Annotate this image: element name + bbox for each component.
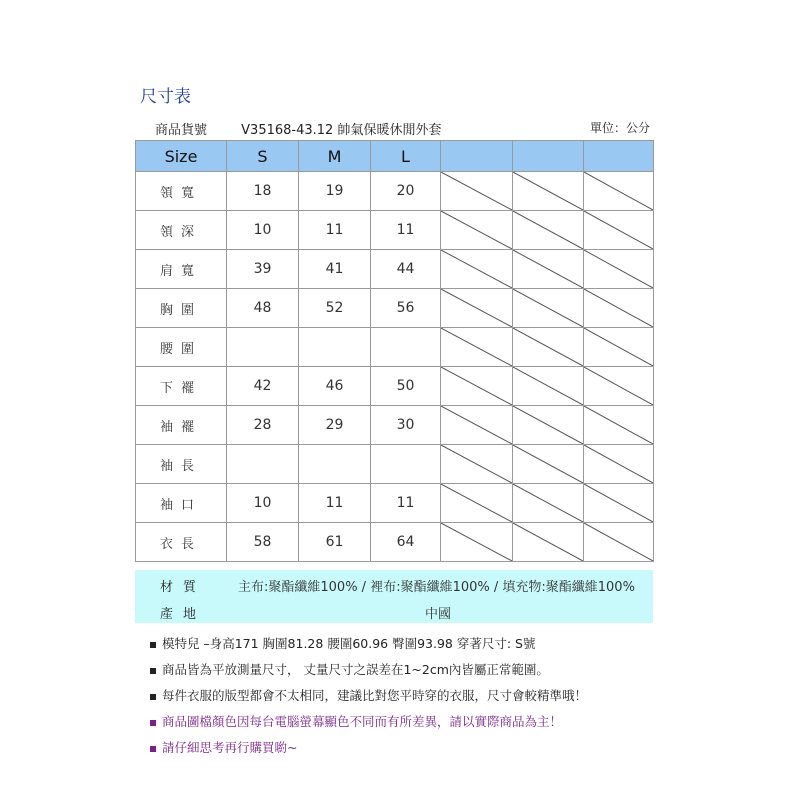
size-value-cell: 56 [371,289,441,328]
measurement-label: 胸圍 [136,289,227,328]
bullet-icon [150,668,156,674]
size-row [136,367,654,406]
empty-cell [513,250,584,289]
empty-header [513,141,584,172]
diagonal-line [513,172,583,210]
empty-cell [441,250,513,289]
bullet-icon [150,642,156,648]
material-label: 材質 [160,580,207,595]
diagonal-line [513,406,583,444]
empty-cell [513,289,584,328]
diagonal-line [584,328,653,366]
size-value-cell: 11 [299,484,371,523]
size-value-cell: 10 [227,484,299,523]
empty-cell [513,523,584,562]
diagonal-line [584,367,653,405]
diagonal-line [513,445,583,483]
empty-cell [584,367,654,406]
size-m-header: M [299,141,371,172]
size-value-cell: 61 [299,523,371,562]
diagonal-line [441,406,512,444]
size-value-cell: 10 [227,211,299,250]
size-row [136,172,654,211]
size-value-cell [299,445,371,484]
diagonal-line [513,289,583,327]
diagonal-line [584,484,653,522]
size-value-cell: 58 [227,523,299,562]
empty-cell [441,328,513,367]
empty-cell [441,289,513,328]
size-row [136,445,654,484]
size-table [135,140,654,562]
measurement-label: 領深 [136,211,227,250]
size-row [136,328,654,367]
empty-cell [441,172,513,211]
diagonal-line [584,406,653,444]
measurement-label: 袖長 [136,445,227,484]
size-value-cell: 20 [371,172,441,211]
diagonal-line [441,484,512,522]
size-row [136,289,654,328]
size-value-cell: 39 [227,250,299,289]
empty-cell [513,445,584,484]
size-row [136,484,654,523]
size-row [136,211,654,250]
note-item [150,712,587,738]
empty-cell [441,484,513,523]
diagonal-line [584,172,653,210]
product-name: 帥氣保暖休閒外套 [337,123,442,138]
diagonal-line [441,172,512,210]
material-origin-box [135,570,653,623]
size-value-cell [299,328,371,367]
diagonal-line [513,367,583,405]
size-value-cell: 42 [227,367,299,406]
product-code-label: 商品貨號 [155,123,208,138]
size-value-cell [227,445,299,484]
diagonal-line [441,445,512,483]
diagonal-line [441,211,512,249]
size-value-cell [371,328,441,367]
diagonal-line [513,484,583,522]
size-value-cell: 44 [371,250,441,289]
measurement-label: 領寬 [136,172,227,211]
measurement-label: 腰圍 [136,328,227,367]
unit-label: 單位：公分 [589,121,650,135]
size-header: Size [136,141,227,172]
origin-value: 中國 [425,607,452,622]
note-text: 模特兒 –身高171 胸圍81.28 腰圍60.96 臀圍93.98 穿著尺寸: S號 [162,636,536,651]
empty-cell [513,211,584,250]
empty-cell [513,328,584,367]
empty-header [584,141,654,172]
size-value-cell: 30 [371,406,441,445]
empty-cell [584,523,654,562]
size-value-cell: 19 [299,172,371,211]
diagonal-line [441,328,512,366]
bullet-icon [150,720,156,726]
product-code: V35168-43.12 [241,123,334,138]
size-value-cell: 50 [371,367,441,406]
diagonal-line [584,289,653,327]
diagonal-line [513,328,583,366]
empty-cell [584,211,654,250]
diagonal-line [441,523,512,561]
size-value-cell: 64 [371,523,441,562]
size-value-cell: 11 [371,211,441,250]
note-text: 請仔細思考再行購買喲~ [162,740,298,755]
empty-cell [441,367,513,406]
size-value-cell: 28 [227,406,299,445]
size-row [136,523,654,562]
size-value-cell: 29 [299,406,371,445]
bullet-icon [150,694,156,700]
size-row [136,406,654,445]
product-info [155,119,441,138]
notes-list [150,634,587,764]
material-value: 主布:聚酯纖維100% / 裡布:聚酯纖維100% / 填充物:聚酯纖維100% [238,580,635,595]
size-row [136,250,654,289]
diagonal-line [513,250,583,288]
empty-cell [584,172,654,211]
empty-cell [584,406,654,445]
empty-cell [584,484,654,523]
origin-label: 產地 [160,607,207,622]
empty-header [441,141,513,172]
note-item [150,660,587,686]
empty-cell [513,406,584,445]
diagonal-line [513,523,583,561]
diagonal-line [441,367,512,405]
size-l-header: L [371,141,441,172]
empty-cell [441,211,513,250]
size-value-cell: 52 [299,289,371,328]
bullet-icon [150,746,156,752]
size-value-cell: 41 [299,250,371,289]
size-value-cell [371,445,441,484]
empty-cell [584,250,654,289]
empty-cell [584,289,654,328]
empty-cell [441,445,513,484]
measurement-label: 肩寬 [136,250,227,289]
empty-cell [584,445,654,484]
measurement-label: 袖口 [136,484,227,523]
size-value-cell: 18 [227,172,299,211]
measurement-label: 衣長 [136,523,227,562]
note-item [150,634,587,660]
empty-cell [584,328,654,367]
empty-cell [441,523,513,562]
note-item [150,738,587,764]
size-value-cell: 46 [299,367,371,406]
diagonal-line [584,211,653,249]
measurement-label: 下襬 [136,367,227,406]
size-value-cell: 48 [227,289,299,328]
note-text: 商品圖檔顏色因每台電腦螢幕顯色不同而有所差異，請以實際商品為主！ [162,714,563,729]
diagonal-line [584,523,653,561]
size-value-cell [227,328,299,367]
empty-cell [513,172,584,211]
page-title: 尺寸表 [140,87,191,107]
empty-cell [513,367,584,406]
empty-cell [513,484,584,523]
size-s-header: S [227,141,299,172]
size-header-row [136,141,654,172]
note-text: 每件衣服的版型都會不太相同，建議比對您平時穿的衣服，尺寸會較精準哦！ [162,688,588,703]
diagonal-line [441,250,512,288]
diagonal-line [513,211,583,249]
size-value-cell: 11 [299,211,371,250]
empty-cell [441,406,513,445]
note-text: 商品皆為平放測量尺寸， 丈量尺寸之誤差在1~2cm內皆屬正常範圍。 [162,662,549,677]
diagonal-line [441,289,512,327]
note-item [150,686,587,712]
diagonal-line [584,250,653,288]
measurement-label: 袖襬 [136,406,227,445]
size-value-cell: 11 [371,484,441,523]
diagonal-line [584,445,653,483]
